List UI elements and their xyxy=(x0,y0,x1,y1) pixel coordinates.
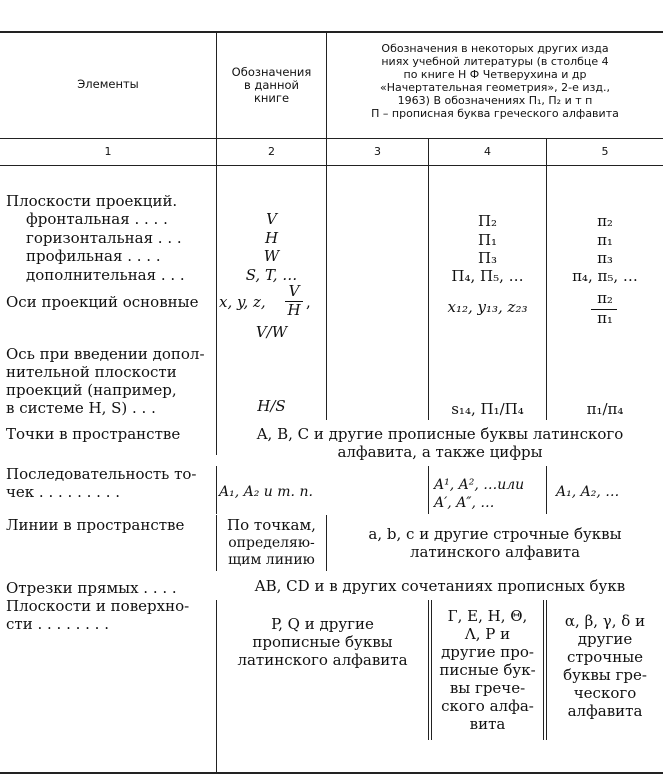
plane-horizontal-c4: П₁ xyxy=(477,231,498,249)
plane-frontal-c5: π₂ xyxy=(597,212,613,230)
col-number-3: 3 xyxy=(374,145,381,158)
plane-additional-c5: π₄, π₅, … xyxy=(572,267,638,285)
surfaces-c5-5: ческого xyxy=(573,684,637,702)
sequence-c5: A₁, A₂, … xyxy=(556,484,620,500)
lines-value-2: латинского алфавита xyxy=(409,543,581,561)
surfaces-label-2: сти . . . . . . . . xyxy=(6,615,109,633)
plane-profile-c5: π₃ xyxy=(597,249,613,267)
col-number-2: 2 xyxy=(268,145,275,158)
bottom-rule xyxy=(0,772,663,774)
surfaces-c4-1: Г, Е, Н, Θ, xyxy=(447,607,528,625)
plane-profile-c4: П₃ xyxy=(477,249,498,267)
surfaces-c23-3: латинского алфавита xyxy=(237,651,408,669)
header-this-book-line-1: Обозначения xyxy=(231,65,312,79)
header-other-line-4: «Начертательная геометрия», 2-е изд., xyxy=(380,81,610,94)
header-other-line-2: ниях учебной литературы (в столбце 4 xyxy=(381,55,609,68)
header-other-line-1: Обозначения в некоторых других изда xyxy=(381,42,609,55)
planes-title: Плоскости проекций. xyxy=(6,192,178,210)
axes-c2-fraction-den: H xyxy=(287,301,301,319)
axis-extra-c5: π₁/π₄ xyxy=(586,400,624,418)
number-rule xyxy=(0,165,663,166)
surfaces-c4-3: другие про- xyxy=(441,643,534,661)
plane-additional-c4: П₄, П₅, … xyxy=(451,267,524,285)
surfaces-c4-4: писные бук- xyxy=(439,661,536,679)
header-this-book xyxy=(217,66,326,105)
surfaces-c4-2: Λ, Р и xyxy=(464,625,511,643)
plane-horizontal-c5: π₁ xyxy=(597,231,613,249)
lines-value-1: a, b, c и другие строчные буквы xyxy=(368,525,622,543)
axes-c2-comma: , xyxy=(306,293,311,311)
plane-profile-c2: W xyxy=(263,247,280,265)
header-this-book-line-3: книге xyxy=(253,91,290,105)
plane-horizontal-c2: H xyxy=(264,229,279,247)
points-value-2: алфавита, а также цифры xyxy=(337,443,543,461)
surfaces-c23-1: P, Q и другие xyxy=(271,615,374,633)
segments-label: Отрезки прямых . . . . xyxy=(6,579,177,597)
vline-3-body xyxy=(428,166,429,420)
surfaces-c5-3: строчные xyxy=(566,648,644,666)
axis-extra-c4: s₁₄, П₁/П₄ xyxy=(451,400,524,418)
axes-c2-fraction-num: V xyxy=(288,282,300,300)
surfaces-c5-6: алфавита xyxy=(567,702,643,720)
plane-additional-c2: S, T, … xyxy=(245,266,298,284)
surfaces-c5-2: другие xyxy=(577,630,633,648)
sequence-c2: A₁, A₂ и т. п. xyxy=(219,484,313,500)
axis-extra-label-2: нительной плоскости xyxy=(6,363,177,381)
points-label: Точки в пространстве xyxy=(6,425,181,443)
axis-extra-label-4: в системе H, S) . . . xyxy=(6,399,156,417)
vline-seq-4 xyxy=(546,466,547,514)
surfaces-c23-2: прописные буквы xyxy=(252,633,393,651)
header-other-literature xyxy=(327,42,663,120)
plane-additional-label: дополнительная . . . xyxy=(26,266,185,284)
lines-c2-3: щим линию xyxy=(228,552,315,568)
points-value-1: A, B, C и другие прописные буквы латинского xyxy=(256,425,624,443)
plane-frontal-c2: V xyxy=(266,210,277,228)
axes-c2-vw: V/W xyxy=(255,323,288,341)
sequence-label-2: чек . . . . . . . . . xyxy=(6,483,120,501)
axes-label: Оси проекций основные xyxy=(6,293,199,311)
vline-seq-1 xyxy=(216,466,217,514)
sequence-label-1: Последовательность то- xyxy=(6,465,197,483)
axes-c2-xyz: x, y, z, xyxy=(219,293,266,311)
header-elements: Элементы xyxy=(77,77,139,91)
surfaces-c4-6: ского алфа- xyxy=(441,697,534,715)
header-this-book-line-2: в данной xyxy=(244,78,299,92)
surfaces-c5-4: буквы гре- xyxy=(563,666,647,684)
header-other-line-6: П – прописная буква греческого алфавита xyxy=(371,107,619,120)
plane-frontal-label: фронтальная . . . . xyxy=(26,210,168,228)
vline-2-body xyxy=(326,166,327,420)
plane-profile-label: профильная . . . . xyxy=(26,247,161,265)
surfaces-c4-5: вы грече- xyxy=(449,679,526,697)
header-other-line-3: по книге Н Ф Четверухина и др xyxy=(403,68,587,81)
plane-horizontal-label: горизонтальная . . . xyxy=(26,229,182,247)
axes-c4: x₁₂, y₁₃, z₂₃ xyxy=(447,298,528,316)
plane-frontal-c4: П₂ xyxy=(477,212,498,230)
axis-extra-label-1: Ось при введении допол- xyxy=(6,345,205,363)
header-rule xyxy=(0,138,663,139)
col-number-5: 5 xyxy=(601,145,609,158)
col-number-4: 4 xyxy=(484,145,491,158)
vline-lines-2 xyxy=(326,515,327,571)
surfaces-label-1: Плоскости и поверхно- xyxy=(6,597,190,615)
vline-seq-3 xyxy=(428,466,429,514)
top-rule xyxy=(0,31,663,33)
sequence-c4-1: A¹, A², …или xyxy=(434,477,525,493)
vline-surf-5a xyxy=(543,600,544,740)
surfaces-c4-7: вита xyxy=(469,715,506,733)
axes-c5-den: π₁ xyxy=(597,309,613,327)
sequence-c4-2: A′, A″, … xyxy=(434,495,495,511)
segments-value: AB, CD и в других сочетаниях прописных букв xyxy=(254,577,626,595)
vline-surf-4a xyxy=(428,600,429,740)
surfaces-c5-1: α, β, γ, δ и xyxy=(564,612,646,630)
axis-extra-c2: H/S xyxy=(257,397,286,415)
header-other-line-5: 1963) В обозначениях П₁, П₂ и т п xyxy=(397,94,593,107)
axis-extra-label-3: проекций (например, xyxy=(6,381,177,399)
lines-label: Линии в пространстве xyxy=(6,516,185,534)
col-number-1: 1 xyxy=(104,145,112,158)
lines-c2-1: По точкам, xyxy=(227,516,316,534)
axes-c5-num: π₂ xyxy=(597,289,613,307)
lines-c2-2: определяю- xyxy=(228,535,315,551)
